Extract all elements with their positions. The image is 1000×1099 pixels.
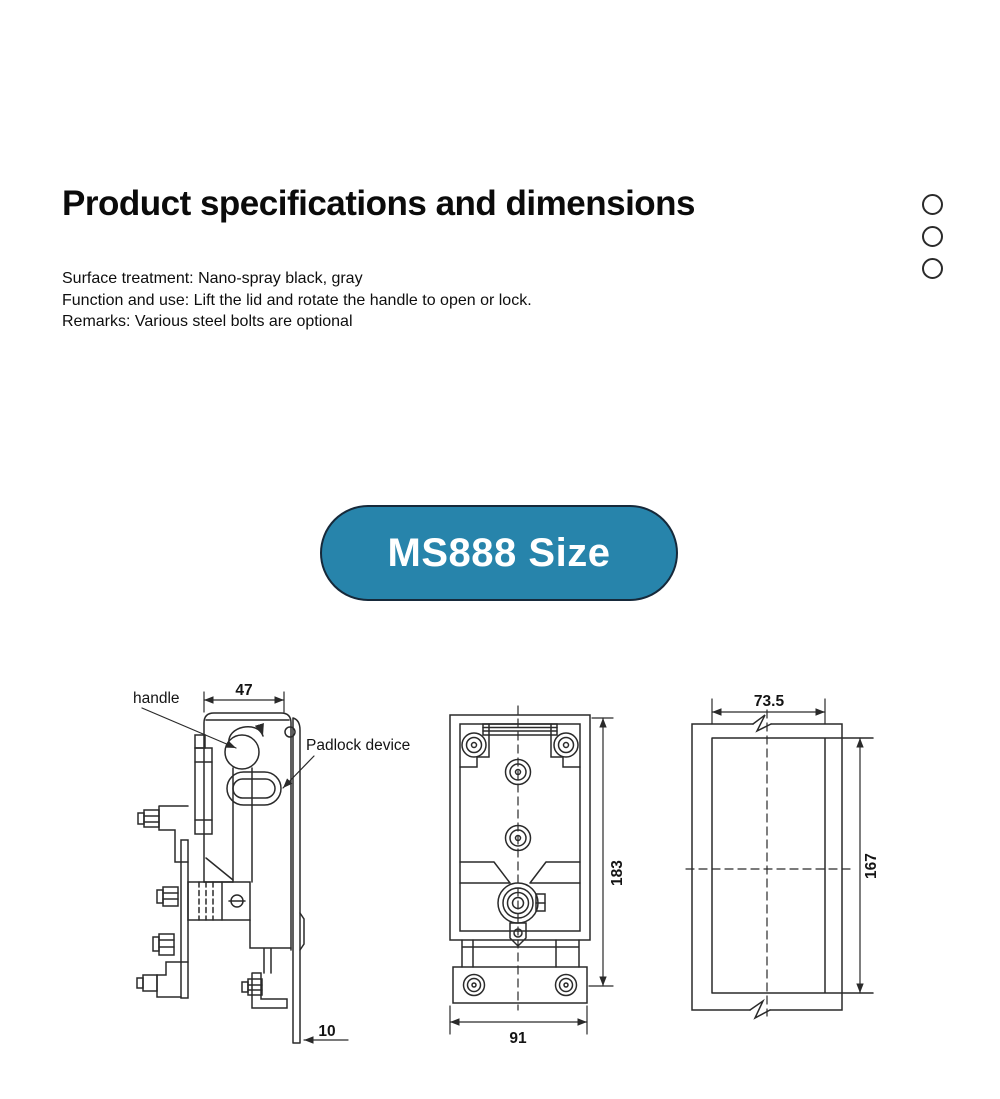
page-indicator-dot[interactable] — [922, 226, 943, 247]
front-outer-body — [450, 715, 590, 940]
left-bracket-assembly — [137, 806, 188, 998]
dim-167-label: 167 — [863, 853, 880, 879]
padlock-slot — [227, 772, 281, 805]
page-title: Product specifications and dimensions — [62, 184, 696, 223]
dim-10-label: 10 — [318, 1023, 336, 1040]
break-mark-top — [753, 715, 771, 731]
base-screw — [464, 975, 485, 996]
handle-knob — [225, 735, 259, 769]
page-indicator-dot[interactable] — [922, 258, 943, 279]
padlock-device-label: Padlock device — [306, 737, 411, 754]
corner-screw — [462, 733, 486, 757]
spec-line-surface: Surface treatment: Nano-spray black, gray — [62, 270, 363, 287]
spec-line-function: Function and use: Lift the lid and rotate the handle to open or lock. — [62, 291, 532, 309]
corner-screw — [554, 733, 578, 757]
spec-line-remarks: Remarks: Various steel bolts are optional — [62, 313, 353, 330]
ms888-size-label: MS888 Size — [387, 530, 611, 575]
bottom-bracket — [242, 973, 287, 1008]
dim-183 — [589, 718, 613, 986]
front-view-drawing — [450, 706, 626, 1047]
dim-183-label: 183 — [609, 860, 626, 886]
base-screw — [556, 975, 577, 996]
handle-shaft — [233, 768, 252, 882]
lock-cylinder — [498, 883, 545, 923]
side-mounting-plate — [285, 718, 304, 1043]
dim-47-label: 47 — [235, 682, 253, 699]
side-main-plate — [204, 713, 291, 950]
dimension-drawings — [0, 660, 1000, 1080]
dim-73-5-label: 73.5 — [753, 693, 785, 710]
page-indicator-dot[interactable] — [922, 194, 943, 215]
handle-label: handle — [133, 690, 180, 707]
ms888-size-badge — [320, 505, 678, 601]
handle-leader-line — [142, 708, 236, 748]
padlock-leader-line — [283, 756, 314, 788]
cam-block — [188, 882, 291, 973]
side-view-drawing — [133, 682, 410, 1043]
base-plate — [453, 967, 587, 1003]
spec-text-block — [62, 268, 532, 333]
dim-91-label: 91 — [509, 1030, 527, 1047]
page-indicator-dots — [922, 194, 943, 279]
cutout-view-drawing — [686, 693, 880, 1018]
cutout-inner-rect — [712, 738, 873, 993]
